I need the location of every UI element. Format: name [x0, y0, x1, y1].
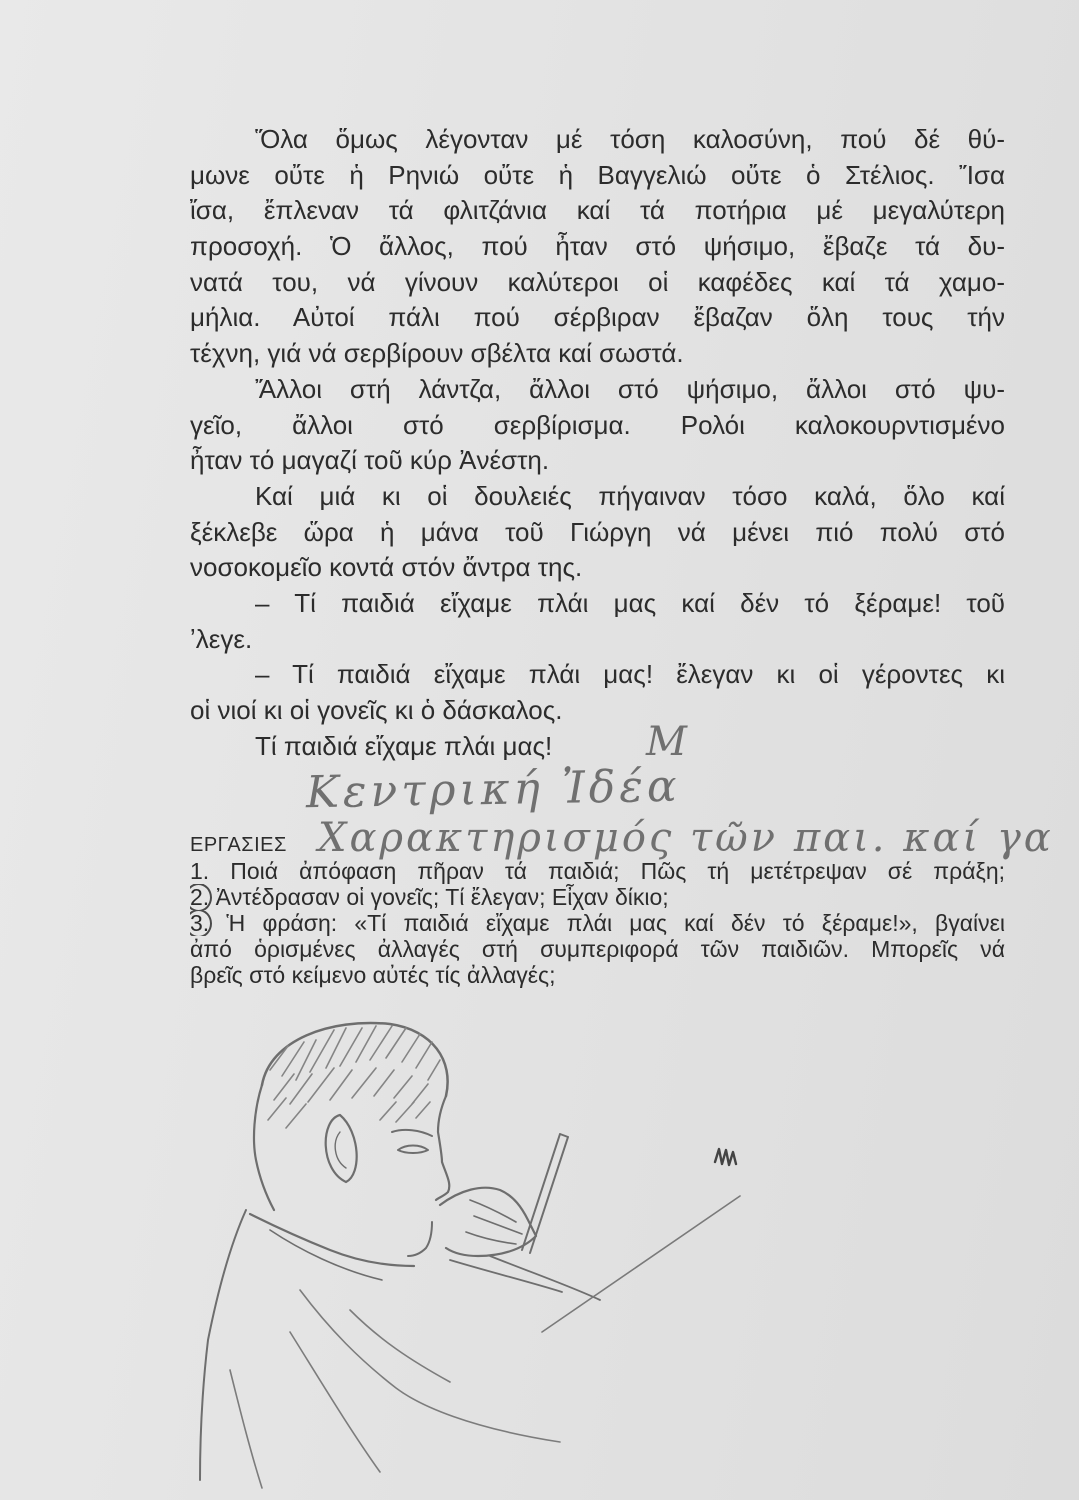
- exercise-item-3-continued: ἀπό ὁρισμένες ἀλλαγές στή συμπεριφορά τῶν παιδιῶν. Μπορεῖς νά: [190, 936, 1005, 962]
- text-line: τέχνη, γιά νά σερβίρουν σβέλτα καί σωστά.: [190, 338, 684, 369]
- exercise-text: Ποιά ἀπόφαση πῆραν τά παιδιά; Πῶς τή μετέτρεψαν σέ πράξη;: [230, 858, 1005, 884]
- paper-edge: [542, 1196, 740, 1332]
- circled-exercise-number: 2.: [190, 884, 210, 910]
- text-line: Καί μιά κι οἱ δουλειές πήγαιναν τόσο καλά, ὅλο καί: [255, 480, 1005, 511]
- dialogue-line: ʼλεγε.: [190, 623, 253, 654]
- chin: [408, 1222, 432, 1256]
- text-line: ἴσα, ἔπλεναν τά φλιτζάνια καί τά ποτήρια μέ μεγαλύτερη: [190, 195, 1005, 226]
- exercises-heading: ΕΡΓΑΣΙΕΣ: [190, 834, 287, 856]
- head-back: [254, 1085, 274, 1210]
- text-line: Ἄλλοι στή λάντζα, ἄλλοι στό ψήσιμο, ἄλλοι στό ψυ-: [255, 373, 1005, 404]
- ear: [326, 1115, 357, 1182]
- eye: [398, 1146, 428, 1154]
- exercise-item-2: [190, 884, 1005, 910]
- collar: [250, 1214, 414, 1266]
- fingers: [466, 1200, 522, 1244]
- collar-inner: [270, 1230, 382, 1280]
- text-line: Ὅλα ὅμως λέγονταν μέ τόση καλοσύνη, πού δέ θύ-: [255, 124, 1005, 154]
- text-line: νοσοκομεῖο κοντά στόν ἄντρα της.: [190, 552, 583, 583]
- exercise-text: Ἀντέδρασαν οἱ γονεῖς; Τί ἔλεγαν; Εἶχαν δίκιο;: [215, 884, 669, 910]
- text-line: ἦταν τό μαγαζί τοῦ κύρ Ἀνέστη.: [190, 445, 550, 476]
- text-line: μήλια. Αὐτοί πάλι πού σέρβιραν ἔβαζαν ὅλη τους τήν: [190, 302, 1005, 333]
- handwritten-main-idea: Κεντρική Ἰδέα: [305, 760, 682, 819]
- dialogue-line: – Τί παιδιά εἴχαμε πλάι μας καί δέν τό ξέραμε! τοῦ: [255, 587, 1005, 618]
- boy-writing-sketch-icon: [170, 1010, 770, 1500]
- handwritten-characterization: Χαρακτηρισμός τῶν παι. καί γα: [318, 815, 1054, 861]
- pencil: [522, 1134, 568, 1253]
- text-line: προσοχή. Ὁ ἄλλος, πού ἦταν στό ψήσιμο, ἔβαζε τά δυ-: [190, 231, 1005, 262]
- story-text: [190, 122, 1005, 764]
- eyebrow: [392, 1130, 432, 1136]
- dialogue-line: οἱ νιοί κι οἱ γονεῖς κι ὁ δάσκαλος.: [190, 695, 563, 725]
- face-profile: [436, 1096, 449, 1200]
- handwritten-mark: Μ: [646, 719, 687, 765]
- ear-inner: [335, 1132, 346, 1168]
- exercise-number: 1.: [190, 858, 210, 884]
- exercise-text: Ἡ φράση: «Τί παιδιά εἴχαμε πλάι μας καί δέν τό ξέραμε!», βγαίνει: [226, 910, 1005, 936]
- body-outline: [200, 1210, 246, 1480]
- exercise-item-3: [190, 910, 1005, 936]
- exercise-item-3-continued: βρεῖς στό κείμενο αὐτές τίς ἀλλαγές;: [190, 962, 556, 988]
- sleeve-lines: [230, 1290, 560, 1488]
- closing-line: Τί παιδιά εἴχαμε πλάι μας!: [255, 730, 553, 761]
- scribble: [715, 1149, 736, 1165]
- text-line: νατά του, νά γίνουν καλύτεροι οἱ καφέδες καί τά χαμο-: [190, 266, 1005, 297]
- text-line: γεῖο, ἄλλοι στό σερβίρισμα. Ρολόι καλοκουρντισμένο: [190, 409, 1005, 440]
- forearm: [450, 1256, 600, 1300]
- exercise-item-1: [190, 858, 1005, 884]
- text-line: ξέκλεβε ὥρα ἡ μάνα τοῦ Γιώργη νά μένει πιό πολύ στό: [190, 516, 1005, 547]
- text-line: μωνε οὔτε ἡ Ρηνιώ οὔτε ἡ Βαγγελιώ οὔτε ὁ Στέλιος. Ἴσα: [190, 159, 1005, 190]
- circled-exercise-number: 3.: [190, 910, 210, 936]
- dialogue-line: – Τί παιδιά εἴχαμε πλάι μας! ἔλεγαν κι οἱ γέροντες κι: [255, 659, 1005, 690]
